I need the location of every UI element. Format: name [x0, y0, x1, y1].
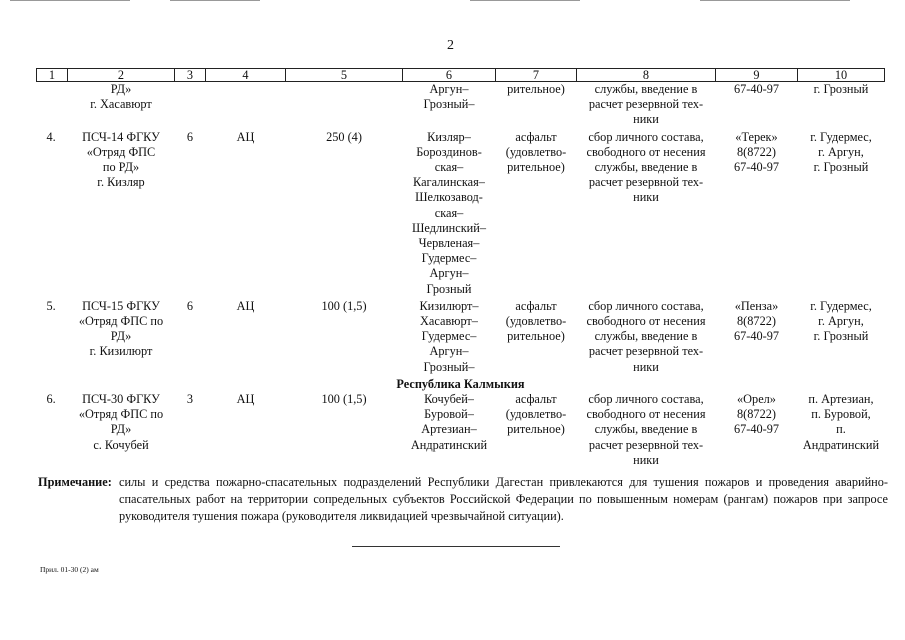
- unit-name-line: по РД»: [102, 160, 140, 175]
- actions-line: расчет резервной тех-: [588, 97, 704, 112]
- road-condition-line: рительное): [507, 160, 565, 175]
- call-sign-phone-line: 67-40-97: [733, 329, 780, 344]
- call-sign-phone-line: 8(8722): [737, 144, 776, 159]
- road-condition-cell: [496, 299, 577, 377]
- unit-name-line: г. Кизилюрт: [89, 344, 153, 359]
- water-volume-cell: [286, 82, 403, 130]
- unit-name-line: «Отряд ФПС: [86, 144, 156, 159]
- unit-name-line: г. Кизляр: [97, 175, 145, 190]
- unit-name-line: «Отряд ФПС по: [78, 407, 164, 422]
- actions-line: ники: [633, 452, 659, 467]
- actions-cell: [577, 130, 716, 299]
- vehicle-type-cell: АЦ: [236, 298, 255, 313]
- signature-line: [352, 546, 560, 547]
- call-sign-phone-line: 67-40-97: [733, 160, 780, 175]
- actions-line: сбор личного состава,: [588, 392, 704, 407]
- row-number-cell: 4.: [46, 129, 56, 144]
- call-sign-phone-cell: [716, 392, 798, 470]
- destination-line: г. Гудермес,: [810, 129, 872, 144]
- vehicle-type-cell: АЦ: [236, 392, 255, 407]
- staff-count-cell: 3: [186, 392, 194, 407]
- destination-line: п. Андратинский: [802, 422, 880, 452]
- scan-edge-mark: [700, 0, 850, 1]
- table-header-row: [37, 69, 885, 82]
- call-sign-phone-cell: [716, 299, 798, 377]
- road-condition-cell: [496, 130, 577, 299]
- destination-line: г. Грозный: [813, 82, 869, 96]
- call-sign-phone-cell: [716, 82, 798, 130]
- actions-line: сбор личного состава,: [588, 298, 704, 313]
- route-line: Аргун–: [429, 344, 469, 359]
- note-text: силы и средства пожарно-спасательных подразделений Республики Дагестан привлекаются для тушения пожаров и проведения аварийно-спасательных работ на территории сопредельных субъектов Российской Федерации по повышенным номерам (рангам) пожаров при запросе руководителя тушения пожара (руководителя ликвидацией чрезвычайной ситуации).: [119, 475, 888, 523]
- route-line: Артезиан–: [421, 422, 477, 437]
- note-block: [38, 474, 888, 525]
- unit-name-line: ПСЧ-30 ФГКУ: [82, 392, 160, 407]
- unit-name-line: РД»: [110, 82, 132, 96]
- call-sign-phone-line: «Орел»: [737, 392, 776, 407]
- actions-cell: [577, 299, 716, 377]
- call-sign-phone-line: «Терек»: [735, 129, 778, 144]
- route-line: ская–: [434, 205, 464, 220]
- destination-cell: [798, 392, 885, 470]
- route-line: Шелкозавод-: [415, 190, 483, 205]
- vehicle-type-cell: АЦ: [236, 129, 255, 144]
- destination-line: п. Буровой,: [811, 407, 871, 422]
- road-condition-line: (удовлетво-: [505, 314, 567, 329]
- road-condition-cell: [496, 82, 577, 130]
- scan-edge-mark: [10, 0, 130, 1]
- road-condition-line: рительное): [507, 329, 565, 344]
- column-header: 3: [175, 69, 206, 82]
- destination-line: п. Артезиан,: [808, 392, 874, 407]
- route-cell: [403, 392, 496, 470]
- road-condition-line: асфальт: [515, 392, 557, 407]
- column-header: 1: [37, 69, 68, 82]
- call-sign-phone-line: 67-40-97: [733, 82, 780, 96]
- road-condition-line: рительное): [507, 422, 565, 437]
- water-volume-cell: 100 (1,5): [321, 298, 367, 313]
- route-line: Бороздинов-: [416, 144, 482, 159]
- table-row: [37, 130, 885, 299]
- road-condition-line: (удовлетво-: [505, 144, 567, 159]
- actions-line: свободного от несения: [586, 407, 706, 422]
- route-line: Кизилюрт–: [419, 298, 479, 313]
- page-number: 2: [447, 38, 454, 53]
- road-condition-line: (удовлетво-: [505, 407, 567, 422]
- scan-edge-mark: [470, 0, 580, 1]
- route-line: Андратинский: [410, 437, 488, 452]
- route-cell: [403, 130, 496, 299]
- actions-line: свободного от несения: [586, 314, 706, 329]
- route-line: Грозный: [426, 281, 472, 296]
- route-line: ская–: [434, 160, 464, 175]
- vehicle-type-cell: [206, 82, 286, 130]
- destination-cell: [798, 299, 885, 377]
- unit-name-line: РД»: [110, 422, 132, 437]
- call-sign-phone-line: «Пенза»: [734, 298, 779, 313]
- staff-count-cell: 6: [186, 298, 194, 313]
- actions-line: сбор личного состава,: [588, 129, 704, 144]
- call-sign-phone-line: 8(8722): [737, 407, 776, 422]
- unit-name-line: г. Хасавюрт: [90, 97, 152, 112]
- road-condition-line: асфальт: [515, 129, 557, 144]
- route-line: Буровой–: [424, 407, 474, 422]
- actions-line: расчет резервной тех-: [588, 437, 704, 452]
- row-number-cell: 5.: [46, 298, 56, 313]
- route-line: Грозный–: [423, 97, 475, 112]
- road-condition-cell: [496, 392, 577, 470]
- actions-line: ники: [633, 359, 659, 374]
- unit-name-line: «Отряд ФПС по: [78, 314, 164, 329]
- destination-line: г. Грозный: [813, 160, 869, 175]
- column-header: 7: [496, 69, 577, 82]
- destination-line: г. Гудермес,: [810, 298, 872, 313]
- staff-count-cell: 6: [186, 129, 194, 144]
- actions-line: ники: [633, 190, 659, 205]
- actions-line: расчет резервной тех-: [588, 175, 704, 190]
- route-cell: [403, 82, 496, 130]
- route-line: Аргун–: [429, 82, 469, 96]
- unit-name-line: РД»: [110, 329, 132, 344]
- route-line: Кагалинская–: [413, 175, 485, 190]
- unit-name-cell: [68, 130, 175, 299]
- road-condition-line: асфальт: [515, 298, 557, 313]
- route-cell: [403, 299, 496, 377]
- actions-line: свободного от несения: [586, 144, 706, 159]
- column-header: 5: [286, 69, 403, 82]
- footer-reference: Прил. 01-30 (2) ам: [40, 565, 99, 574]
- unit-name-cell: [68, 392, 175, 470]
- table-row: [37, 82, 885, 130]
- column-header: 4: [206, 69, 286, 82]
- row-number-cell: [37, 82, 68, 130]
- actions-line: службы, введение в: [594, 422, 698, 437]
- staff-count-cell: [175, 82, 206, 130]
- column-header: 9: [716, 69, 798, 82]
- call-sign-phone-cell: [716, 130, 798, 299]
- unit-name-cell: [68, 299, 175, 377]
- row-number-cell: 6.: [46, 392, 56, 407]
- destination-line: г. Грозный: [813, 329, 869, 344]
- region-heading: Республика Калмыкия: [396, 376, 525, 391]
- route-line: Хасавюрт–: [420, 314, 478, 329]
- destination-cell: [798, 82, 885, 130]
- actions-cell: [577, 392, 716, 470]
- actions-line: расчет резервной тех-: [588, 344, 704, 359]
- column-header: 2: [68, 69, 175, 82]
- route-line: Аргун–: [429, 266, 469, 281]
- call-sign-phone-line: 8(8722): [737, 314, 776, 329]
- destination-line: г. Аргун,: [818, 314, 864, 329]
- fire-units-table: [36, 68, 885, 470]
- route-line: Гудермес–: [421, 329, 477, 344]
- unit-name-line: ПСЧ-14 ФГКУ: [82, 129, 160, 144]
- route-line: Грозный–: [423, 359, 475, 374]
- scan-edge-mark: [170, 0, 260, 1]
- route-line: Шедлинский–: [412, 220, 486, 235]
- road-condition-line: рительное): [507, 82, 565, 96]
- actions-line: ники: [633, 112, 659, 127]
- column-header: 8: [577, 69, 716, 82]
- table-row: [37, 392, 885, 470]
- destination-cell: [798, 130, 885, 299]
- region-row: [37, 377, 885, 392]
- water-volume-cell: 250 (4): [326, 129, 362, 144]
- route-line: Червленая–: [418, 236, 480, 251]
- route-line: Кочубей–: [424, 392, 474, 407]
- water-volume-cell: 100 (1,5): [321, 392, 367, 407]
- actions-line: службы, введение в: [594, 329, 698, 344]
- unit-name-cell: [68, 82, 175, 130]
- note-label: Примечание:: [38, 475, 112, 489]
- actions-cell: [577, 82, 716, 130]
- destination-line: г. Аргун,: [818, 144, 864, 159]
- table-row: [37, 299, 885, 377]
- route-line: Кизляр–: [427, 129, 471, 144]
- column-header: 10: [798, 69, 885, 82]
- call-sign-phone-line: 67-40-97: [733, 422, 780, 437]
- actions-line: службы, введение в: [594, 160, 698, 175]
- unit-name-line: с. Кочубей: [93, 437, 149, 452]
- column-header: 6: [403, 69, 496, 82]
- actions-line: службы, введение в: [594, 82, 698, 96]
- unit-name-line: ПСЧ-15 ФГКУ: [82, 298, 160, 313]
- route-line: Гудермес–: [421, 251, 477, 266]
